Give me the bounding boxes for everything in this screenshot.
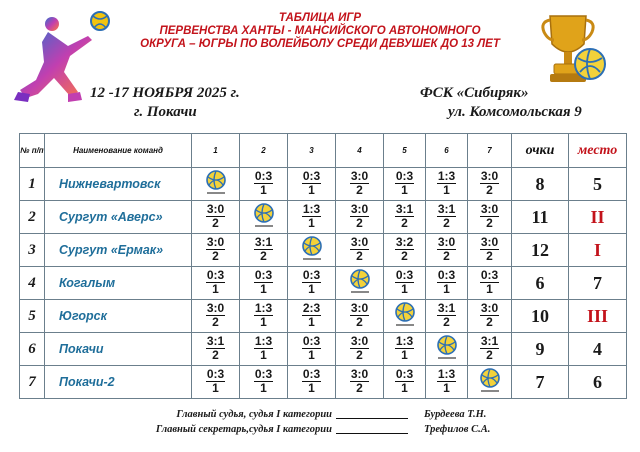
match-points: 2 bbox=[356, 347, 363, 362]
match-points: 1 bbox=[212, 281, 219, 296]
match-points: 2 bbox=[356, 215, 363, 230]
score-cell bbox=[384, 201, 426, 234]
match-score: 0:3 bbox=[254, 267, 273, 282]
match-points: 2 bbox=[356, 314, 363, 329]
match-points: 2 bbox=[443, 314, 450, 329]
header-col-3: 3 bbox=[288, 134, 336, 168]
team-number: 3 bbox=[20, 234, 45, 267]
event-dates: 12 -17 НОЯБРЯ 2025 г. bbox=[90, 85, 240, 101]
volleyball-icon bbox=[349, 281, 371, 298]
score-cell bbox=[468, 300, 512, 333]
match-points: 2 bbox=[401, 248, 408, 263]
header-points: очки bbox=[512, 134, 569, 168]
score-cell bbox=[384, 234, 426, 267]
score-cell bbox=[426, 234, 468, 267]
team-row bbox=[20, 168, 627, 201]
team-name: Когалым bbox=[45, 267, 192, 300]
match-score: 0:3 bbox=[302, 366, 321, 381]
match-score: 3:0 bbox=[206, 234, 225, 249]
match-points: 1 bbox=[401, 347, 408, 362]
match-points: 2 bbox=[212, 248, 219, 263]
match-points: 1 bbox=[260, 314, 267, 329]
footer-row bbox=[0, 407, 640, 422]
header-col-2: 2 bbox=[240, 134, 288, 168]
score-cell bbox=[426, 267, 468, 300]
match-points: 1 bbox=[308, 314, 315, 329]
team-number: 1 bbox=[20, 168, 45, 201]
team-row bbox=[20, 366, 627, 399]
match-score: 1:3 bbox=[437, 168, 456, 183]
match-score: 0:3 bbox=[480, 267, 499, 282]
score-cell bbox=[240, 366, 288, 399]
score-cell bbox=[192, 333, 240, 366]
chief-secretary-label: Главный секретарь,судья I категории bbox=[155, 424, 332, 435]
score-cell bbox=[192, 300, 240, 333]
score-cell bbox=[468, 333, 512, 366]
final-place: 7 bbox=[569, 267, 627, 300]
match-points: 1 bbox=[308, 281, 315, 296]
match-score: 3:1 bbox=[206, 333, 225, 348]
match-score: 3:0 bbox=[350, 366, 369, 381]
match-points: 2 bbox=[486, 248, 493, 263]
score-cell bbox=[426, 300, 468, 333]
score-cell bbox=[336, 300, 384, 333]
score-cell bbox=[192, 201, 240, 234]
header-col-1: 1 bbox=[192, 134, 240, 168]
match-score: 3:0 bbox=[350, 201, 369, 216]
total-points: 10 bbox=[512, 300, 569, 333]
score-cell bbox=[240, 168, 288, 201]
match-score: 0:3 bbox=[206, 366, 225, 381]
match-score: 3:0 bbox=[350, 333, 369, 348]
header-col-6: 6 bbox=[426, 134, 468, 168]
match-points: 1 bbox=[401, 281, 408, 296]
match-score: 3:1 bbox=[254, 234, 273, 249]
match-points: 2 bbox=[486, 182, 493, 197]
volleyball-icon bbox=[301, 248, 323, 265]
results-table bbox=[19, 133, 627, 399]
match-points: 1 bbox=[260, 380, 267, 395]
team-name: Покачи bbox=[45, 333, 192, 366]
event-info bbox=[90, 84, 240, 122]
match-score: 3:0 bbox=[350, 168, 369, 183]
total-points: 9 bbox=[512, 333, 569, 366]
volleyball-icon bbox=[394, 314, 416, 331]
chief-judge-name: Бурдеева Т.Н. bbox=[424, 409, 487, 420]
match-points: 1 bbox=[260, 182, 267, 197]
self-match-cell bbox=[288, 234, 336, 267]
match-score: 0:3 bbox=[395, 366, 414, 381]
title-line-2: ПЕРВЕНСТВА ХАНТЫ - МАНСИЙСКОГО АВТОНОМНОГО bbox=[159, 25, 481, 37]
score-cell bbox=[384, 366, 426, 399]
match-score: 0:3 bbox=[254, 366, 273, 381]
score-cell bbox=[240, 267, 288, 300]
score-cell bbox=[468, 234, 512, 267]
match-score: 3:0 bbox=[350, 300, 369, 315]
match-points: 1 bbox=[308, 380, 315, 395]
match-score: 3:0 bbox=[480, 300, 499, 315]
match-score: 2:3 bbox=[302, 300, 321, 315]
header-col-4: 4 bbox=[336, 134, 384, 168]
footer-row bbox=[0, 422, 640, 437]
match-points: 2 bbox=[260, 248, 267, 263]
total-points: 11 bbox=[512, 201, 569, 234]
match-score: 3:0 bbox=[480, 201, 499, 216]
score-cell bbox=[336, 168, 384, 201]
volleyball-icon bbox=[253, 215, 275, 232]
total-points: 6 bbox=[512, 267, 569, 300]
score-cell bbox=[288, 333, 336, 366]
final-place: III bbox=[569, 300, 627, 333]
score-cell bbox=[288, 366, 336, 399]
match-score: 0:3 bbox=[206, 267, 225, 282]
match-score: 3:1 bbox=[480, 333, 499, 348]
score-cell bbox=[426, 201, 468, 234]
title-line-3: ОКРУГА – ЮГРЫ ПО ВОЛЕЙБОЛУ СРЕДИ ДЕВУШЕК ДО 13 ЛЕТ bbox=[140, 38, 500, 50]
match-points: 1 bbox=[212, 380, 219, 395]
match-points: 1 bbox=[401, 380, 408, 395]
match-score: 3:0 bbox=[437, 234, 456, 249]
team-number: 4 bbox=[20, 267, 45, 300]
team-number: 7 bbox=[20, 366, 45, 399]
total-points: 8 bbox=[512, 168, 569, 201]
match-score: 1:3 bbox=[254, 300, 273, 315]
venue-info bbox=[420, 84, 582, 122]
match-points: 2 bbox=[486, 347, 493, 362]
score-cell bbox=[336, 366, 384, 399]
team-name: Югорск bbox=[45, 300, 192, 333]
match-score: 0:3 bbox=[302, 267, 321, 282]
match-score: 0:3 bbox=[395, 168, 414, 183]
team-number: 6 bbox=[20, 333, 45, 366]
final-place: 6 bbox=[569, 366, 627, 399]
match-points: 2 bbox=[212, 215, 219, 230]
score-cell bbox=[384, 168, 426, 201]
score-cell bbox=[336, 201, 384, 234]
match-score: 0:3 bbox=[395, 267, 414, 282]
header-col-7: 7 bbox=[468, 134, 512, 168]
score-cell bbox=[336, 333, 384, 366]
match-points: 2 bbox=[356, 182, 363, 197]
venue-address: ул. Комсомольская 9 bbox=[448, 104, 582, 120]
match-score: 0:3 bbox=[302, 168, 321, 183]
match-points: 2 bbox=[356, 380, 363, 395]
match-score: 3:0 bbox=[480, 168, 499, 183]
team-row bbox=[20, 333, 627, 366]
match-points: 2 bbox=[486, 314, 493, 329]
team-row bbox=[20, 201, 627, 234]
match-score: 3:0 bbox=[350, 234, 369, 249]
match-points: 1 bbox=[260, 281, 267, 296]
team-name: Сургут «Аверс» bbox=[45, 201, 192, 234]
self-match-cell bbox=[336, 267, 384, 300]
match-points: 2 bbox=[401, 215, 408, 230]
score-cell bbox=[288, 300, 336, 333]
match-score: 1:3 bbox=[302, 201, 321, 216]
match-points: 1 bbox=[401, 182, 408, 197]
header-num: № п/п bbox=[20, 134, 45, 168]
score-cell bbox=[288, 168, 336, 201]
final-place: II bbox=[569, 201, 627, 234]
self-match-cell bbox=[240, 201, 288, 234]
match-points: 1 bbox=[443, 380, 450, 395]
score-cell bbox=[192, 267, 240, 300]
score-cell bbox=[192, 234, 240, 267]
score-cell bbox=[240, 333, 288, 366]
signature-line bbox=[336, 433, 408, 434]
match-score: 3:1 bbox=[437, 300, 456, 315]
volleyball-icon bbox=[436, 347, 458, 364]
final-place: 4 bbox=[569, 333, 627, 366]
header-team: Наименование команд bbox=[45, 134, 192, 168]
match-points: 2 bbox=[443, 248, 450, 263]
volleyball-icon bbox=[479, 380, 501, 397]
match-score: 3:0 bbox=[206, 201, 225, 216]
match-score: 3:1 bbox=[395, 201, 414, 216]
match-score: 3:1 bbox=[437, 201, 456, 216]
chief-judge-label: Главный судья, судья I категории bbox=[176, 409, 332, 420]
score-cell bbox=[384, 333, 426, 366]
score-cell bbox=[384, 267, 426, 300]
total-points: 7 bbox=[512, 366, 569, 399]
score-cell bbox=[192, 366, 240, 399]
header-place: место bbox=[569, 134, 627, 168]
team-row bbox=[20, 267, 627, 300]
match-points: 1 bbox=[308, 347, 315, 362]
match-score: 3:0 bbox=[480, 234, 499, 249]
header-col-5: 5 bbox=[384, 134, 426, 168]
team-row bbox=[20, 234, 627, 267]
header-row bbox=[20, 134, 627, 168]
score-cell bbox=[336, 234, 384, 267]
match-points: 1 bbox=[308, 215, 315, 230]
team-row bbox=[20, 300, 627, 333]
match-points: 2 bbox=[443, 215, 450, 230]
team-name: Сургут «Ермак» bbox=[45, 234, 192, 267]
score-cell bbox=[240, 300, 288, 333]
score-cell bbox=[426, 168, 468, 201]
match-score: 0:3 bbox=[302, 333, 321, 348]
match-points: 2 bbox=[486, 215, 493, 230]
match-points: 2 bbox=[356, 248, 363, 263]
chief-secretary-name: Трефилов С.А. bbox=[424, 424, 491, 435]
team-name: Нижневартовск bbox=[45, 168, 192, 201]
self-match-cell bbox=[426, 333, 468, 366]
match-points: 1 bbox=[486, 281, 493, 296]
score-cell bbox=[468, 168, 512, 201]
footer-signatures bbox=[0, 407, 640, 437]
total-points: 12 bbox=[512, 234, 569, 267]
score-cell bbox=[288, 201, 336, 234]
match-points: 1 bbox=[260, 347, 267, 362]
match-points: 1 bbox=[443, 281, 450, 296]
match-points: 2 bbox=[212, 314, 219, 329]
final-place: 5 bbox=[569, 168, 627, 201]
team-number: 5 bbox=[20, 300, 45, 333]
final-place: I bbox=[569, 234, 627, 267]
self-match-cell bbox=[384, 300, 426, 333]
score-cell bbox=[288, 267, 336, 300]
match-points: 1 bbox=[443, 182, 450, 197]
score-cell bbox=[468, 267, 512, 300]
self-match-cell bbox=[192, 168, 240, 201]
match-score: 1:3 bbox=[395, 333, 414, 348]
self-match-cell bbox=[468, 366, 512, 399]
match-score: 3:0 bbox=[206, 300, 225, 315]
venue-name: ФСК «Сибиряк» bbox=[420, 85, 529, 101]
match-score: 1:3 bbox=[437, 366, 456, 381]
title-block bbox=[110, 12, 530, 51]
score-cell bbox=[426, 366, 468, 399]
score-cell bbox=[240, 234, 288, 267]
trophy-icon bbox=[540, 10, 610, 88]
match-score: 0:3 bbox=[437, 267, 456, 282]
title-line-1: ТАБЛИЦА ИГР bbox=[278, 12, 362, 24]
signature-line bbox=[336, 418, 408, 419]
team-name: Покачи-2 bbox=[45, 366, 192, 399]
match-score: 0:3 bbox=[254, 168, 273, 183]
match-points: 2 bbox=[212, 347, 219, 362]
match-score: 3:2 bbox=[395, 234, 414, 249]
event-city: г. Покачи bbox=[134, 104, 197, 120]
match-points: 1 bbox=[308, 182, 315, 197]
volleyball-icon bbox=[205, 182, 227, 199]
match-score: 1:3 bbox=[254, 333, 273, 348]
score-cell bbox=[468, 201, 512, 234]
team-number: 2 bbox=[20, 201, 45, 234]
